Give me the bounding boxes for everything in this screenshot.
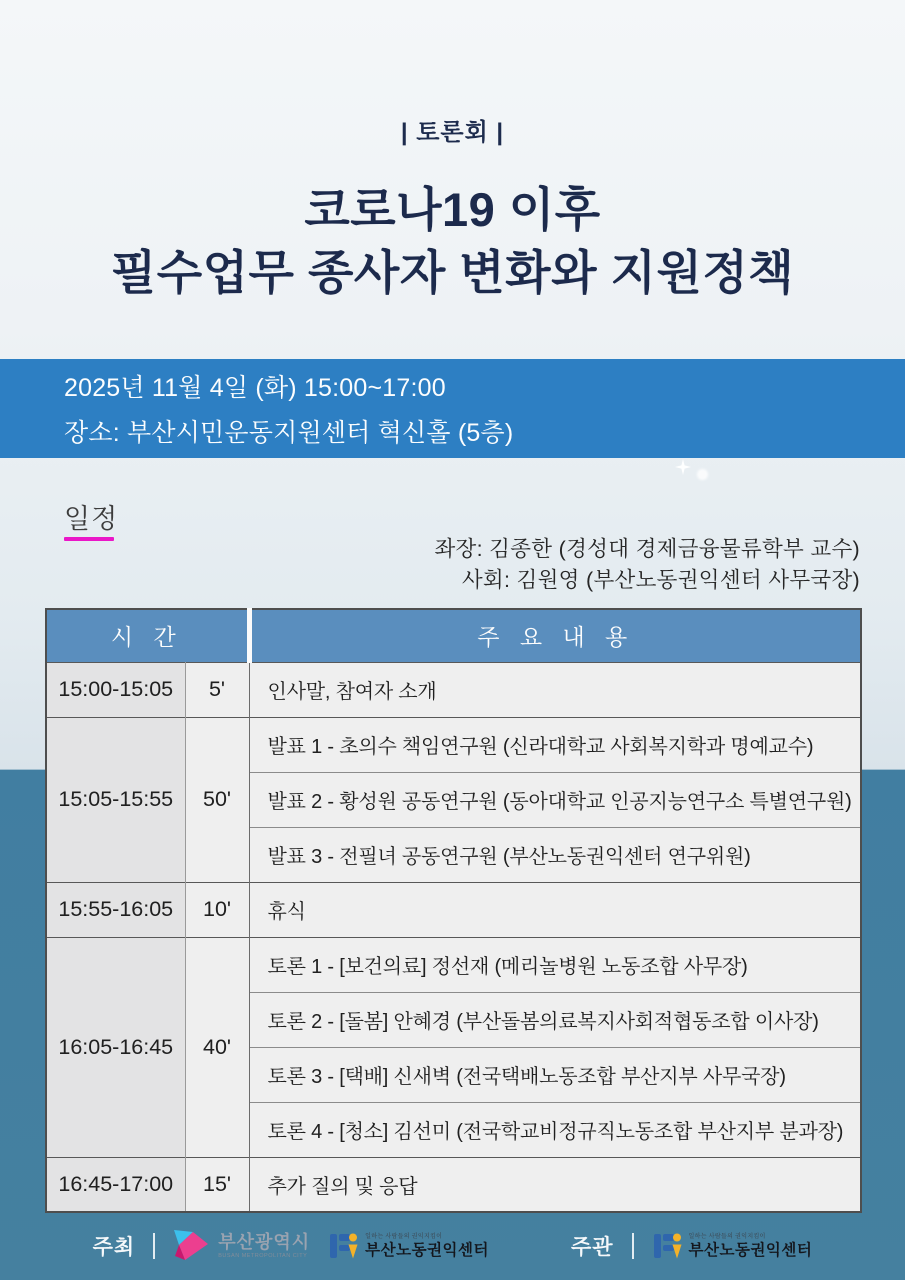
chair-moderator-block xyxy=(434,534,860,596)
footer-credits xyxy=(0,1218,905,1274)
labor-center-logo-tagline: 일하는 사람들의 권익지킴이 xyxy=(365,1233,443,1240)
content-cell: 토론 4 - [청소] 김선미 (전국학교비정규직노동조합 부산지부 분과장) xyxy=(249,1102,861,1157)
table-row xyxy=(46,717,861,772)
duration-cell: 10' xyxy=(185,882,249,937)
schedule-title-underline xyxy=(64,537,114,541)
title-line-2: 필수업무 종사자 변화와 지원정책 xyxy=(110,246,795,299)
event-kicker: | 토론회 | xyxy=(400,119,505,146)
duration-cell: 40' xyxy=(185,937,249,1157)
content-cell: 토론 3 - [택배] 신새벽 (전국택배노동조합 부산지부 사무국장) xyxy=(249,1047,861,1102)
moderator-line: 사회: 김원영 (부산노동권익센터 사무국장) xyxy=(461,568,860,592)
labor-center-logo-name: 부산노동권익센터 xyxy=(365,1241,489,1259)
time-cell: 15:05-15:55 xyxy=(46,717,185,882)
event-location: 장소: 부산시민운동지원센터 혁신홀 (5층) xyxy=(64,419,514,447)
busan-city-logo-subtext: BUSAN METROPOLITAN CITY xyxy=(218,1252,308,1259)
content-cell: 토론 1 - [보건의료] 정선재 (메리놀병원 노동조합 사무장) xyxy=(249,937,861,992)
event-datetime: 2025년 11월 4일 (화) 15:00~17:00 xyxy=(64,374,446,402)
page-title xyxy=(0,178,905,304)
info-banner xyxy=(0,359,905,458)
content-cell: 발표 3 - 전필녀 공동연구원 (부산노동권익센터 연구위원) xyxy=(249,827,861,882)
column-header-content: 주 요 내 용 xyxy=(249,609,861,662)
content-cell: 발표 2 - 황성원 공동연구원 (동아대학교 인공지능연구소 특별연구원) xyxy=(249,772,861,827)
labor-center-logo-icon xyxy=(652,1231,682,1261)
schedule-table-body xyxy=(46,662,861,1212)
host-label: 주최 xyxy=(92,1236,136,1259)
busan-city-logo-name: 부산광역시 xyxy=(218,1231,311,1252)
schedule-section-title: 일정 xyxy=(64,504,119,534)
table-row xyxy=(46,662,861,717)
duration-cell: 50' xyxy=(185,717,249,882)
time-cell: 15:00-15:05 xyxy=(46,662,185,717)
table-row xyxy=(46,882,861,937)
duration-cell: 15' xyxy=(185,1157,249,1212)
sparkle-decoration xyxy=(675,459,691,475)
schedule-table-header xyxy=(46,609,861,662)
time-cell: 15:55-16:05 xyxy=(46,882,185,937)
labor-center-logo-icon xyxy=(328,1231,358,1261)
time-cell: 16:05-16:45 xyxy=(46,937,185,1157)
busan-city-logo xyxy=(173,1229,310,1263)
organizer-label: 주관 xyxy=(570,1236,614,1259)
content-cell: 휴식 xyxy=(249,882,861,937)
content-cell: 토론 2 - [돌봄] 안혜경 (부산돌봄의료복지사회적협동조합 이사장) xyxy=(249,992,861,1047)
busan-city-logo-icon xyxy=(173,1229,211,1263)
column-header-time: 시 간 xyxy=(46,609,249,662)
schedule-table xyxy=(45,608,862,1213)
divider xyxy=(632,1233,634,1259)
content-cell: 인사말, 참여자 소개 xyxy=(249,662,861,717)
sparkle-decoration xyxy=(697,469,708,480)
labor-center-logo-2 xyxy=(652,1231,813,1261)
labor-center-logo-name: 부산노동권익센터 xyxy=(688,1241,813,1259)
labor-center-logo-tagline: 일하는 사람들의 권익지킴이 xyxy=(688,1233,766,1240)
content-cell: 발표 1 - 초의수 책임연구원 (신라대학교 사회복지학과 명예교수) xyxy=(249,717,861,772)
divider xyxy=(153,1233,155,1259)
duration-cell: 5' xyxy=(185,662,249,717)
table-row xyxy=(46,937,861,992)
title-line-1: 코로나19 이후 xyxy=(304,183,601,236)
time-cell: 16:45-17:00 xyxy=(46,1157,185,1212)
table-row xyxy=(46,1157,861,1212)
labor-center-logo xyxy=(328,1231,489,1261)
chair-line: 좌장: 김종한 (경성대 경제금융물류학부 교수) xyxy=(434,537,860,561)
content-cell: 추가 질의 및 응답 xyxy=(249,1157,861,1212)
